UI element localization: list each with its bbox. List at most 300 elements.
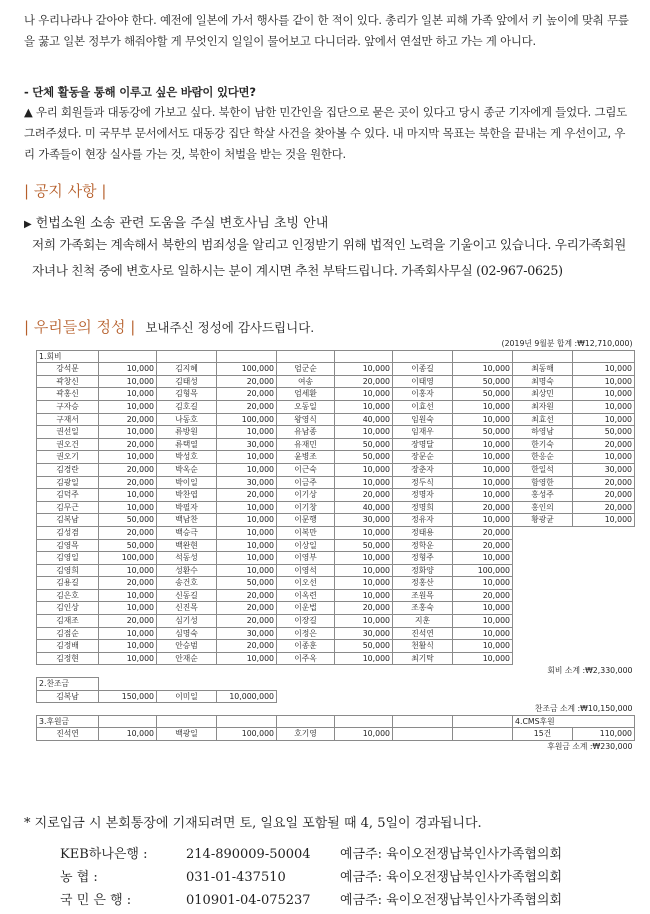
- donor-amount: 50,000: [335, 640, 393, 653]
- donor-name: 김덕주: [37, 489, 99, 502]
- donor-amount: 40,000: [335, 501, 393, 514]
- donor-amount: [573, 627, 635, 640]
- donor-name: 엄세환: [277, 388, 335, 401]
- donor-name: 정홍산: [393, 577, 453, 590]
- donor-amount: 10,000: [99, 627, 157, 640]
- donor-amount: 10,000: [573, 514, 635, 527]
- table-row: [37, 602, 635, 615]
- donor-amount: [573, 552, 635, 565]
- table-row: [37, 413, 635, 426]
- donor-name: 김복남: [37, 514, 99, 527]
- donor-name: 이태영: [393, 375, 453, 388]
- donor-amount: 150,000: [99, 690, 157, 703]
- donor-amount: 10,000: [453, 652, 513, 665]
- donor-amount: 10,000: [217, 652, 277, 665]
- support-subtotal: 후원금 소계 :₩230,000: [547, 742, 633, 751]
- donor-amount: 10,000: [573, 451, 635, 464]
- donor-amount: 50,000: [335, 451, 393, 464]
- donor-name: 황광균: [513, 514, 573, 527]
- donor-name: 권오기: [37, 451, 99, 464]
- donor-name: 권선일: [37, 426, 99, 439]
- empty-cell: [573, 690, 635, 703]
- table-row: [37, 438, 635, 451]
- notice-body: 저희 가족회는 계속해서 북한의 범죄성을 알리고 인정받기 위해 법적인 노력을 기울이고 있습니다. 우리가족회원 자녀나 친척 중에 변호사로 일하시는 분이 계시면 추천 부탁드립니다. 가족회사무실 (02-967-0625): [32, 237, 626, 278]
- donor-name: [513, 602, 573, 615]
- donor-amount: 10,000: [453, 489, 513, 502]
- donor-amount: [573, 539, 635, 552]
- cms-label: 4.CMS후원: [513, 715, 635, 728]
- table-row: [37, 463, 635, 476]
- donor-amount: 10,000: [99, 451, 157, 464]
- empty-cell: [453, 678, 513, 691]
- gift-label-row: [37, 678, 635, 691]
- donor-amount: 10,000: [453, 552, 513, 565]
- table-row: [37, 564, 635, 577]
- donor-name: 김경란: [37, 463, 99, 476]
- donor-amount: 50,000: [453, 426, 513, 439]
- donor-amount: 100,000: [99, 552, 157, 565]
- donor-name: 백남찬: [157, 514, 217, 527]
- donor-name: 여송: [277, 375, 335, 388]
- table-row: [37, 476, 635, 489]
- donor-name: 백승극: [157, 526, 217, 539]
- donor-name: 김호길: [157, 400, 217, 413]
- donor-amount: [573, 564, 635, 577]
- donor-name: 조원목: [393, 589, 453, 602]
- empty-cell: [393, 690, 453, 703]
- donor-name: [513, 627, 573, 640]
- donor-amount: 10,000: [217, 426, 277, 439]
- donor-amount: 10,000: [453, 577, 513, 590]
- donor-name: 정태용: [393, 526, 453, 539]
- donor-name: 이옥련: [277, 589, 335, 602]
- donor-name: 이문행: [277, 514, 335, 527]
- donor-amount: 20,000: [573, 438, 635, 451]
- donor-amount: 50,000: [217, 577, 277, 590]
- donor-name: 김형목: [157, 388, 217, 401]
- empty-cell: [393, 728, 453, 741]
- table-row: [37, 615, 635, 628]
- donor-amount: 10,000: [453, 615, 513, 628]
- donor-amount: 20,000: [99, 413, 157, 426]
- donor-amount: 10,000: [453, 602, 513, 615]
- bank-name: 농 협 :: [60, 870, 98, 885]
- donor-amount: 50,000: [573, 426, 635, 439]
- donor-amount: 30,000: [573, 463, 635, 476]
- donor-name: 박이일: [157, 476, 217, 489]
- donor-name: 유재민: [277, 438, 335, 451]
- donor-amount: 20,000: [217, 489, 277, 502]
- bank-account-number: 010901-04-075237: [186, 893, 311, 908]
- donor-name: 최동해: [513, 363, 573, 376]
- donor-name: 김용길: [37, 577, 99, 590]
- empty-cell: [277, 715, 335, 728]
- account-owner: 예금주: 육이오전쟁납북인사가족협의회: [340, 847, 562, 862]
- empty-cell: [513, 678, 573, 691]
- donor-name: 류방원: [157, 426, 217, 439]
- donor-name: 김성겸: [37, 526, 99, 539]
- donor-name: 지훈: [393, 615, 453, 628]
- donor-amount: 10,000: [217, 526, 277, 539]
- donor-amount: 20,000: [217, 589, 277, 602]
- table-row: [37, 489, 635, 502]
- empty-cell: [393, 350, 453, 363]
- donor-name: 유남종: [277, 426, 335, 439]
- donor-amount: 10,000: [335, 577, 393, 590]
- qa-question: - 단체 활동을 통해 이루고 싶은 바람이 있다면?: [24, 85, 256, 99]
- donor-amount: 20,000: [453, 539, 513, 552]
- donor-amount: 10,000: [453, 413, 513, 426]
- donor-name: 김복남: [37, 690, 99, 703]
- donor-name: 나동호: [157, 413, 217, 426]
- donor-amount: 10,000: [335, 388, 393, 401]
- donor-name: 김정현: [37, 652, 99, 665]
- donor-amount: 50,000: [99, 514, 157, 527]
- donor-amount: 20,000: [217, 615, 277, 628]
- donation-heading-text: | 우리들의 정성 |: [24, 318, 136, 336]
- donor-amount: 20,000: [99, 577, 157, 590]
- empty-cell: [393, 678, 453, 691]
- donor-name: 김무근: [37, 501, 99, 514]
- donor-name: 김지혜: [157, 363, 217, 376]
- donor-amount: 10,000: [99, 564, 157, 577]
- donor-amount: 10,000: [217, 463, 277, 476]
- empty-cell: [157, 350, 217, 363]
- donor-amount: 20,000: [573, 476, 635, 489]
- giro-footnote: * 지로입금 시 본회통장에 기재되려면 토, 일요일 포함될 때 4, 5일이 경과됩니다.: [24, 816, 482, 831]
- donor-name: [513, 615, 573, 628]
- donor-name: 김인상: [37, 602, 99, 615]
- donor-amount: 20,000: [217, 375, 277, 388]
- empty-cell: [277, 350, 335, 363]
- donor-name: 정두식: [393, 476, 453, 489]
- donor-amount: 50,000: [453, 375, 513, 388]
- donor-amount: [573, 640, 635, 653]
- table-row: [37, 552, 635, 565]
- bank-account-number: 031-01-437510: [186, 870, 286, 885]
- account-owner: 예금주: 육이오전쟁납북인사가족협의회: [340, 870, 562, 885]
- empty-cell: [277, 678, 335, 691]
- donor-name: 윤병조: [277, 451, 335, 464]
- empty-cell: [217, 678, 277, 691]
- cms-amount: 110,000: [573, 728, 635, 741]
- donor-amount: [573, 589, 635, 602]
- donor-name: 이영부: [277, 552, 335, 565]
- donor-name: [513, 577, 573, 590]
- donor-name: 신동길: [157, 589, 217, 602]
- donor-name: 최명숙: [513, 375, 573, 388]
- table-row: [37, 426, 635, 439]
- donor-amount: 50,000: [335, 539, 393, 552]
- donor-name: 최효선: [513, 413, 573, 426]
- notice-heading: | 공지 사항 |: [24, 182, 107, 200]
- donor-name: 곽홍신: [37, 388, 99, 401]
- donor-name: 이금주: [277, 476, 335, 489]
- donor-amount: 20,000: [99, 438, 157, 451]
- donor-amount: 100,000: [453, 564, 513, 577]
- donor-amount: 50,000: [335, 438, 393, 451]
- donor-name: 조홍숙: [393, 602, 453, 615]
- donor-amount: 30,000: [217, 627, 277, 640]
- table-row: [37, 627, 635, 640]
- donor-amount: 20,000: [453, 589, 513, 602]
- members-subtotal-row: [37, 665, 635, 678]
- donor-name: 장문순: [393, 451, 453, 464]
- donor-name: 진석연: [37, 728, 99, 741]
- donor-name: 홍인의: [513, 501, 573, 514]
- support-subtotal-row: [37, 741, 635, 753]
- empty-cell: [393, 715, 453, 728]
- donor-name: 정학운: [393, 539, 453, 552]
- donor-amount: 10,000: [99, 501, 157, 514]
- donor-amount: 10,000: [453, 400, 513, 413]
- donor-amount: 10,000: [99, 640, 157, 653]
- donor-name: 김영목: [37, 539, 99, 552]
- donor-name: 김정배: [37, 640, 99, 653]
- donor-name: 김영희: [37, 564, 99, 577]
- empty-cell: [157, 715, 217, 728]
- donor-name: 김은호: [37, 589, 99, 602]
- donor-amount: 20,000: [335, 602, 393, 615]
- donor-name: 김태성: [157, 375, 217, 388]
- donor-amount: 10,000: [99, 728, 157, 741]
- donation-heading: [24, 316, 314, 337]
- empty-cell: [335, 690, 393, 703]
- table-row: [37, 640, 635, 653]
- empty-cell: [453, 690, 513, 703]
- gift-subtotal: 찬조금 소계 :₩10,150,000: [534, 704, 633, 714]
- donor-amount: 10,000: [99, 363, 157, 376]
- donor-name: 장춘자: [393, 463, 453, 476]
- table-row: [37, 501, 635, 514]
- donor-name: 정명자: [393, 489, 453, 502]
- donor-name: [513, 652, 573, 665]
- donor-amount: 10,000: [217, 539, 277, 552]
- donor-amount: 10,000: [573, 400, 635, 413]
- empty-cell: [573, 678, 635, 691]
- table-row: [37, 652, 635, 665]
- donor-amount: 20,000: [99, 476, 157, 489]
- donor-amount: 30,000: [335, 514, 393, 527]
- empty-cell: [513, 690, 573, 703]
- donor-amount: 10,000: [217, 552, 277, 565]
- donor-amount: 10,000: [99, 589, 157, 602]
- donor-amount: 10,000: [573, 388, 635, 401]
- donor-name: 왕영식: [277, 413, 335, 426]
- table-row: [37, 577, 635, 590]
- donor-amount: 10,000: [99, 400, 157, 413]
- donation-subtitle: 보내주신 정성에 감사드립니다.: [145, 320, 315, 335]
- donor-name: 김재조: [37, 615, 99, 628]
- donor-name: 이복만: [277, 526, 335, 539]
- donor-name: 한일석: [513, 463, 573, 476]
- donor-amount: 10,000: [99, 426, 157, 439]
- donor-name: 신진목: [157, 602, 217, 615]
- donor-amount: 10,000: [335, 476, 393, 489]
- donor-amount: 20,000: [573, 501, 635, 514]
- donor-name: 이상일: [277, 539, 335, 552]
- donor-name: 정명희: [393, 501, 453, 514]
- notice-title-text: 헌법소원 소송 관련 도움을 주실 변호사님 초빙 안내: [35, 216, 329, 231]
- donor-name: 이기창: [277, 501, 335, 514]
- donor-name: [513, 564, 573, 577]
- donor-name: 최자원: [513, 400, 573, 413]
- donor-amount: 100,000: [217, 413, 277, 426]
- donor-amount: 10,000: [217, 564, 277, 577]
- empty-cell: [453, 728, 513, 741]
- donor-amount: 10,000: [335, 615, 393, 628]
- donor-name: 김광일: [37, 476, 99, 489]
- donor-amount: 10,000: [335, 728, 393, 741]
- donor-name: 이운법: [277, 602, 335, 615]
- table-row: [37, 690, 635, 703]
- donor-amount: 20,000: [99, 615, 157, 628]
- donation-total: (2019년 9월분 합계 :₩12,710,000): [501, 339, 633, 348]
- donor-name: 곽창신: [37, 375, 99, 388]
- donor-name: 구재서: [37, 413, 99, 426]
- donor-name: 이주옥: [277, 652, 335, 665]
- donor-name: 안승범: [157, 640, 217, 653]
- donor-amount: [573, 526, 635, 539]
- bank-account-line: [60, 889, 340, 908]
- donor-name: 권오건: [37, 438, 99, 451]
- bullet-triangle-icon: ▶: [24, 219, 32, 230]
- donor-name: 임재우: [393, 426, 453, 439]
- donor-amount: 10,000: [99, 489, 157, 502]
- empty-cell: [157, 678, 217, 691]
- donor-amount: 20,000: [99, 463, 157, 476]
- empty-cell: [453, 715, 513, 728]
- donor-name: 구자승: [37, 400, 99, 413]
- empty-cell: [335, 715, 393, 728]
- empty-cell: [217, 715, 277, 728]
- donor-name: [513, 552, 573, 565]
- support-label: 3.후원금: [37, 715, 99, 728]
- donor-amount: 10,000: [453, 363, 513, 376]
- donor-amount: 10,000: [335, 526, 393, 539]
- table-row: [37, 728, 635, 741]
- donor-name: 심명숙: [157, 627, 217, 640]
- donor-name: 백광일: [157, 728, 217, 741]
- donor-amount: 10,000: [99, 375, 157, 388]
- donor-name: 석동성: [157, 552, 217, 565]
- donor-amount: 20,000: [453, 501, 513, 514]
- donor-name: 이정은: [277, 627, 335, 640]
- donor-name: 송건호: [157, 577, 217, 590]
- donor-name: 최기탁: [393, 652, 453, 665]
- section-label-row: [37, 350, 635, 363]
- donor-name: 이영석: [277, 564, 335, 577]
- empty-cell: [277, 690, 335, 703]
- donor-name: 호기영: [277, 728, 335, 741]
- donor-amount: 10,000: [335, 463, 393, 476]
- donor-amount: 20,000: [335, 489, 393, 502]
- donor-name: 정형주: [393, 552, 453, 565]
- table-row: [37, 363, 635, 376]
- donor-amount: 10,000: [453, 438, 513, 451]
- donor-name: 성환수: [157, 564, 217, 577]
- donor-amount: 10,000: [335, 363, 393, 376]
- donor-name: 박필자: [157, 501, 217, 514]
- donor-name: 안재순: [157, 652, 217, 665]
- donor-name: 함영한: [513, 476, 573, 489]
- table-row: [37, 400, 635, 413]
- donor-amount: 10,000: [335, 426, 393, 439]
- donor-name: 강석문: [37, 363, 99, 376]
- donor-name: [513, 526, 573, 539]
- donor-name: 오동일: [277, 400, 335, 413]
- donor-amount: 20,000: [99, 526, 157, 539]
- gift-label: 2.찬조금: [37, 678, 99, 691]
- donor-name: 정유자: [393, 514, 453, 527]
- donor-name: 이장길: [277, 615, 335, 628]
- donor-amount: 10,000: [99, 388, 157, 401]
- table-row: [37, 388, 635, 401]
- donor-amount: 10,000: [99, 602, 157, 615]
- donor-name: 한응순: [513, 451, 573, 464]
- donor-amount: 10,000: [335, 589, 393, 602]
- notice-title: [24, 212, 328, 231]
- donor-name: 천활식: [393, 640, 453, 653]
- donor-amount: 50,000: [453, 388, 513, 401]
- donor-name: 하영남: [513, 426, 573, 439]
- donor-amount: 10,000: [453, 476, 513, 489]
- members-label: 1.회비: [37, 350, 99, 363]
- bank-name: 국 민 은 행 :: [60, 893, 132, 908]
- donor-name: 김점순: [37, 627, 99, 640]
- donor-name: 박찬엽: [157, 489, 217, 502]
- donor-name: 한기숙: [513, 438, 573, 451]
- account-owner: 예금주: 육이오전쟁납북인사가족협의회: [340, 893, 562, 908]
- donor-name: 김영일: [37, 552, 99, 565]
- donor-name: [513, 539, 573, 552]
- table-row: [37, 539, 635, 552]
- donor-amount: 10,000: [573, 375, 635, 388]
- donor-name: [513, 640, 573, 653]
- members-subtotal: 회비 소계 :₩2,330,000: [547, 666, 633, 676]
- donor-amount: 100,000: [217, 728, 277, 741]
- table-row: [37, 451, 635, 464]
- empty-cell: [99, 678, 157, 691]
- donor-name: 이미일: [157, 690, 217, 703]
- donor-amount: 10,000: [99, 652, 157, 665]
- donor-amount: 10,000: [335, 400, 393, 413]
- donor-amount: [573, 652, 635, 665]
- donor-amount: 10,000: [217, 514, 277, 527]
- donor-amount: 10,000,000: [217, 690, 277, 703]
- donor-name: 이종길: [393, 363, 453, 376]
- donor-amount: [573, 602, 635, 615]
- donor-amount: 20,000: [217, 640, 277, 653]
- donor-name: 이효선: [393, 400, 453, 413]
- table-row: [37, 589, 635, 602]
- donor-amount: 10,000: [573, 363, 635, 376]
- donor-amount: 10,000: [573, 413, 635, 426]
- donor-name: 최상민: [513, 388, 573, 401]
- empty-cell: [573, 350, 635, 363]
- donor-amount: 10,000: [335, 564, 393, 577]
- donor-name: 임원숙: [393, 413, 453, 426]
- empty-cell: [513, 350, 573, 363]
- donor-amount: 10,000: [453, 627, 513, 640]
- donor-amount: 20,000: [217, 602, 277, 615]
- empty-cell: [335, 678, 393, 691]
- donor-amount: 20,000: [573, 489, 635, 502]
- donor-name: 진석연: [393, 627, 453, 640]
- bank-account-number: 214-890009-50004: [186, 847, 311, 862]
- donor-name: 엄군순: [277, 363, 335, 376]
- donor-name: 박옥순: [157, 463, 217, 476]
